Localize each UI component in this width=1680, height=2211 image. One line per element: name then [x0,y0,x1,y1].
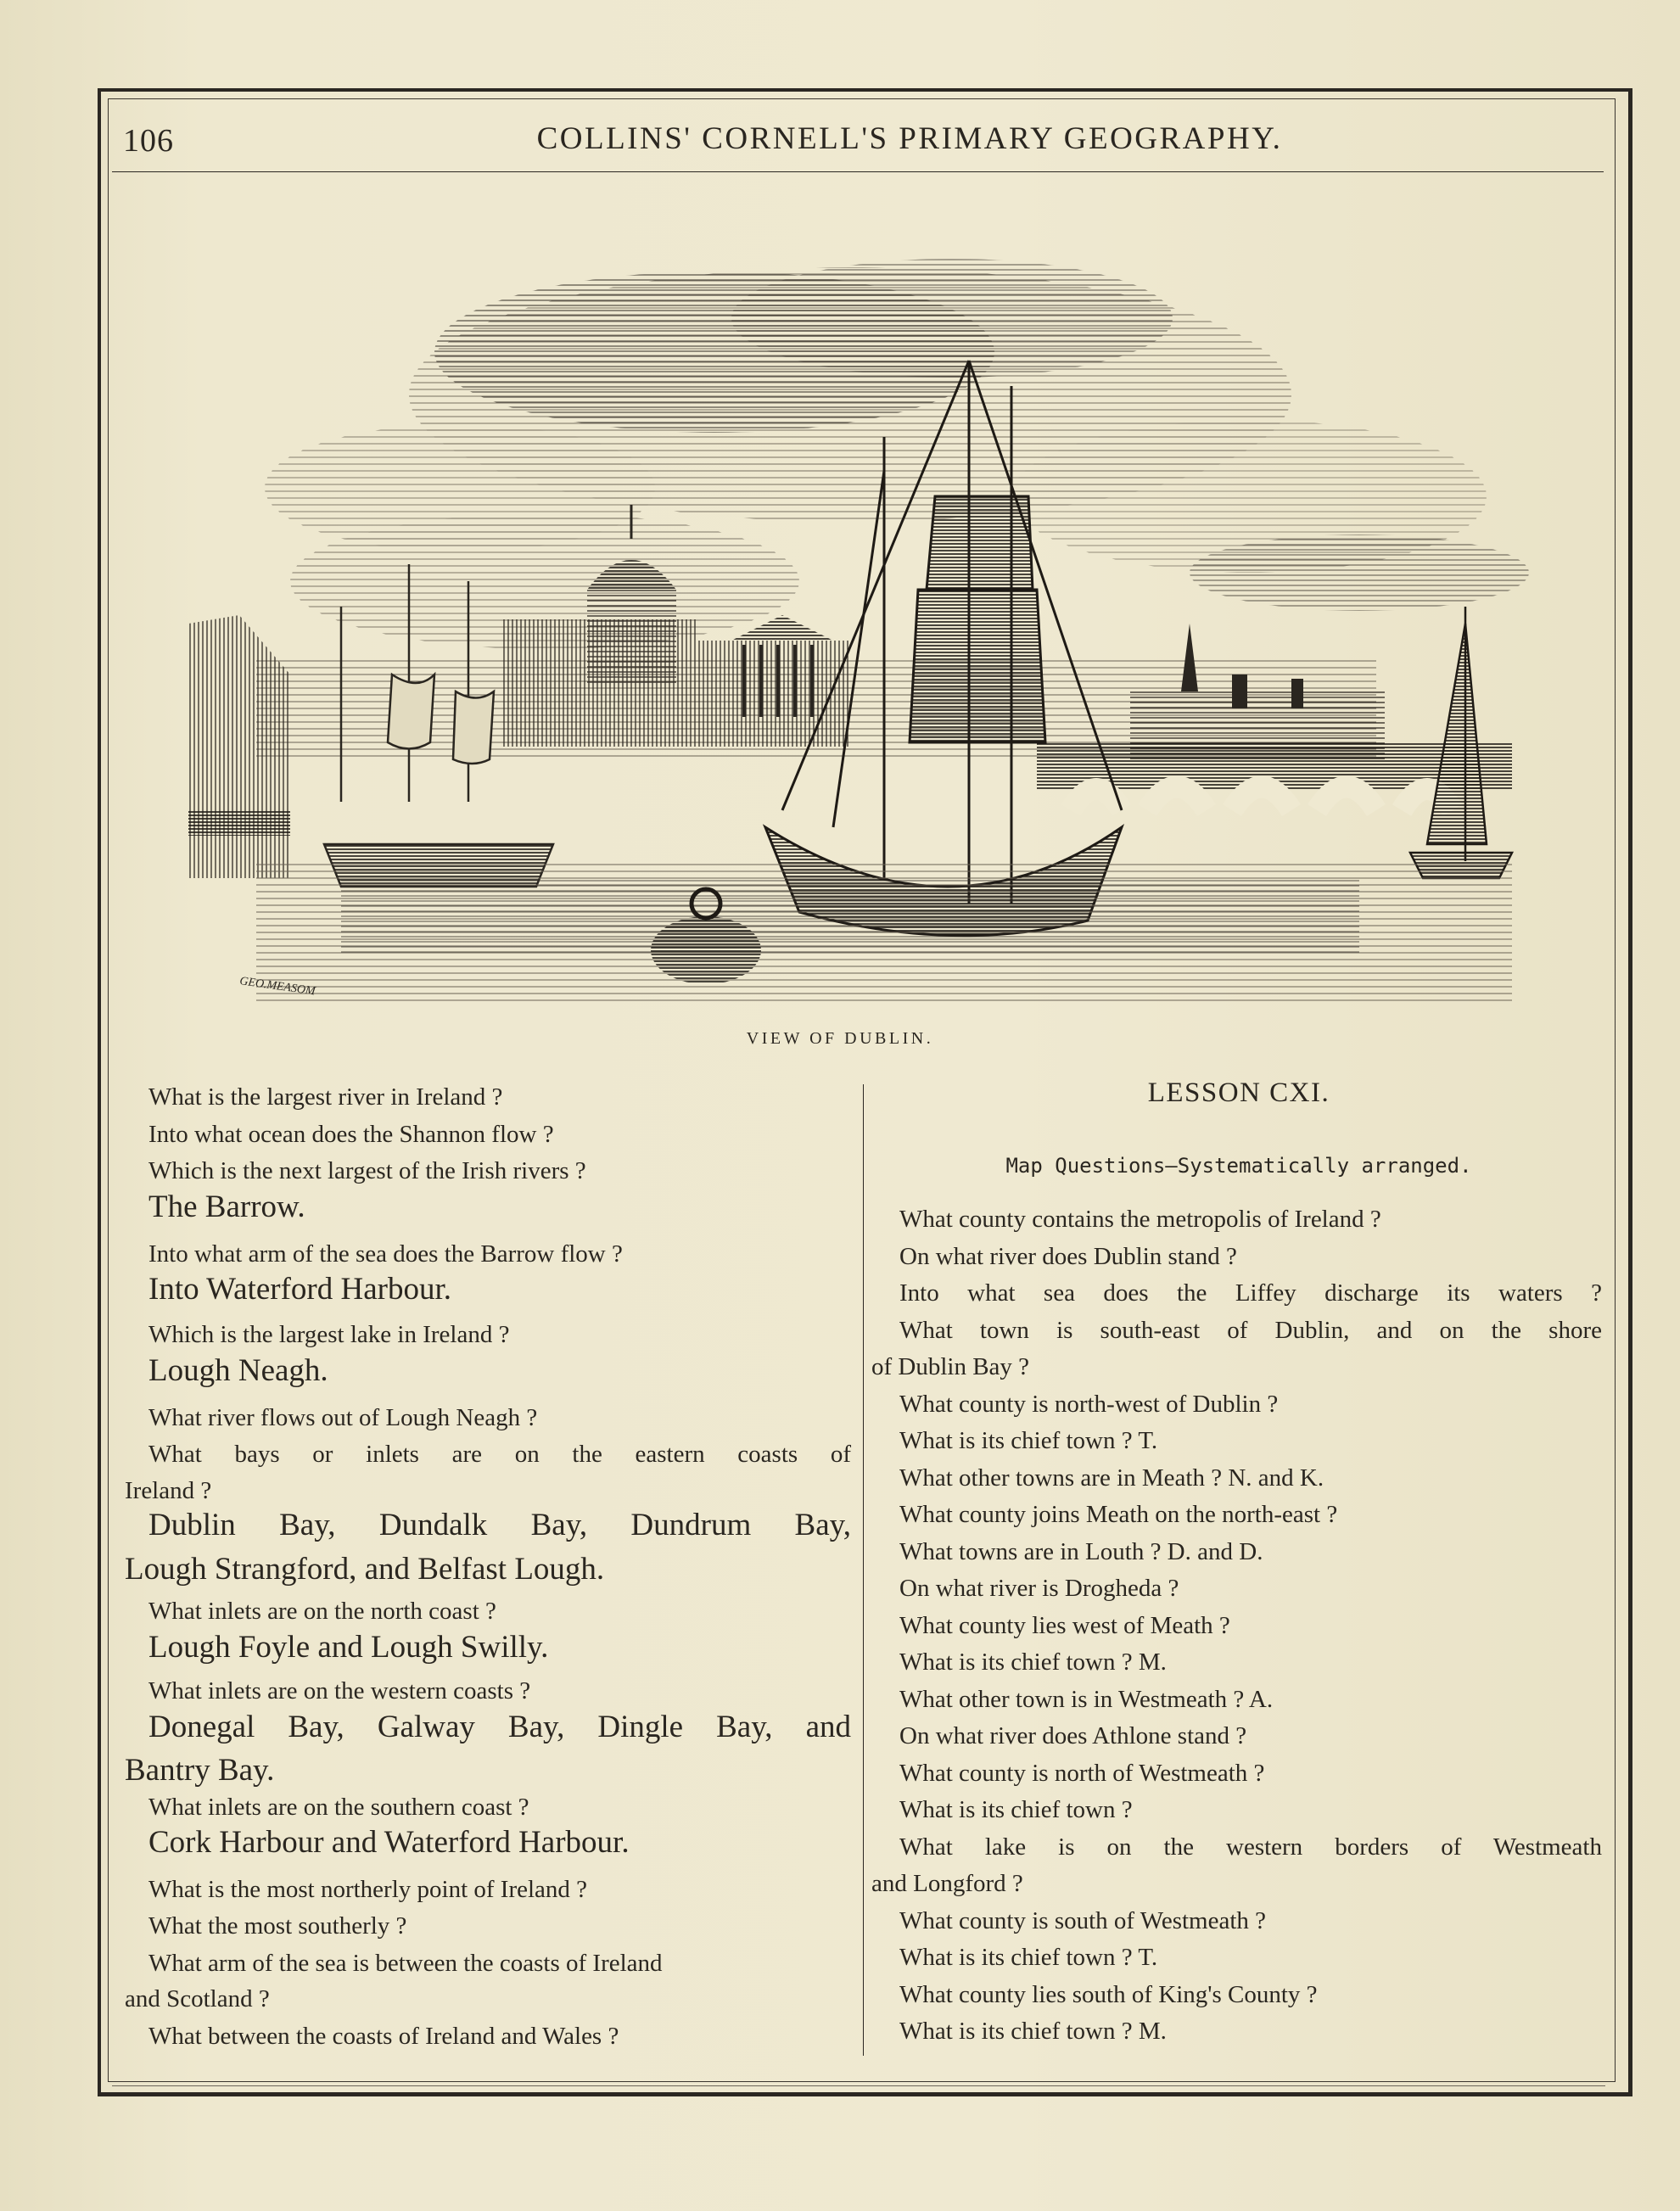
lesson-title: LESSON CXI. [1147,1078,1330,1108]
question-line: Which is the largest lake in Ireland ? [148,1321,510,1348]
question-line: What is the most northerly point of Ireland ? [148,1876,588,1903]
map-question-line: What is its chief town ? T. [899,1427,1158,1454]
question-line: What arm of the sea is between the coasts of Ireland [148,1950,663,1977]
map-question-line: of Dublin Bay ? [871,1353,1030,1380]
question-line: What the most southerly ? [148,1912,407,1940]
question-line: What inlets are on the north coast ? [148,1598,496,1625]
illustration-caption: VIEW OF DUBLIN. [746,1029,934,1048]
question-line: Ireland ? [125,1477,212,1504]
answer-line: Lough Foyle and Lough Swilly. [148,1630,549,1665]
question-line: What bays or inlets are on the eastern coasts of [148,1441,851,1468]
warehouse [188,615,290,878]
map-question-line: What county joins Meath on the north-east ? [899,1501,1338,1528]
answer-line: Lough Neagh. [148,1353,328,1388]
lesson-subtitle: Map Questions—Systematically arranged. [1005,1154,1472,1178]
bottom-rule [112,2085,1605,2086]
question-line: Which is the next largest of the Irish rivers ? [148,1157,586,1184]
map-question-line: What is its chief town ? [899,1796,1133,1823]
question-line: What between the coasts of Ireland and Wales ? [148,2023,619,2050]
answer-line: The Barrow. [148,1189,305,1224]
answer-line: Lough Strangford, and Belfast Lough. [125,1552,605,1587]
river-water [256,861,1512,1005]
map-question-line: What county contains the metropolis of Ireland ? [899,1206,1381,1233]
map-question-line: Into what sea does the Liffey discharge its waters ? [899,1279,1602,1307]
header-rule [112,171,1604,172]
map-question-line: On what river does Athlone stand ? [899,1722,1247,1749]
map-question-line: What county is south of Westmeath ? [899,1907,1267,1934]
question-line: Into what ocean does the Shannon flow ? [148,1121,554,1148]
answer-line: Donegal Bay, Galway Bay, Dingle Bay, and [148,1710,851,1744]
question-line: and Scotland ? [125,1985,270,2012]
map-question-line: What other town is in Westmeath ? A. [899,1686,1274,1713]
running-head [108,119,1614,166]
question-line: What inlets are on the southern coast ? [148,1794,529,1821]
map-question-line: What is its chief town ? M. [899,2018,1167,2045]
map-question-line: What towns are in Louth ? D. and D. [899,1538,1263,1565]
map-question-line: and Longford ? [871,1870,1023,1897]
map-question-line: What is its chief town ? T. [899,1944,1158,1971]
page-number: 106 [123,123,174,159]
dublin-engraving [188,216,1546,1018]
answer-line: Dublin Bay, Dundalk Bay, Dundrum Bay, [148,1508,851,1542]
question-line: What river flows out of Lough Neagh ? [148,1404,538,1431]
map-question-line: What county lies west of Meath ? [899,1612,1230,1639]
map-question-line: What county lies south of King's County ? [899,1981,1318,2008]
column-rule [863,1084,864,2056]
map-question-line: What county is north of Westmeath ? [899,1760,1265,1787]
map-question-line: What other towns are in Meath ? N. and K. [899,1464,1324,1492]
map-question-line: What is its chief town ? M. [899,1648,1167,1676]
map-question-line: On what river does Dublin stand ? [899,1243,1237,1270]
book-title: COLLINS' CORNELL'S PRIMARY GEOGRAPHY. [536,121,1283,156]
answer-line: Into Waterford Harbour. [148,1272,451,1307]
map-question-line: On what river is Drogheda ? [899,1575,1179,1602]
answer-line: Bantry Bay. [125,1753,275,1788]
question-line: Into what arm of the sea does the Barrow flow ? [148,1240,623,1268]
engraver-signature: GEO.MEASOM [238,975,316,999]
map-question-line: What lake is on the western borders of Westmeath [899,1833,1602,1861]
map-question-line: What county is north-west of Dublin ? [899,1391,1279,1418]
question-line: What is the largest river in Ireland ? [148,1083,503,1111]
question-line: What inlets are on the western coasts ? [148,1677,531,1704]
answer-line: Cork Harbour and Waterford Harbour. [148,1825,630,1860]
clouds [265,259,1529,649]
map-question-line: What town is south-east of Dublin, and on the shore [899,1317,1602,1344]
